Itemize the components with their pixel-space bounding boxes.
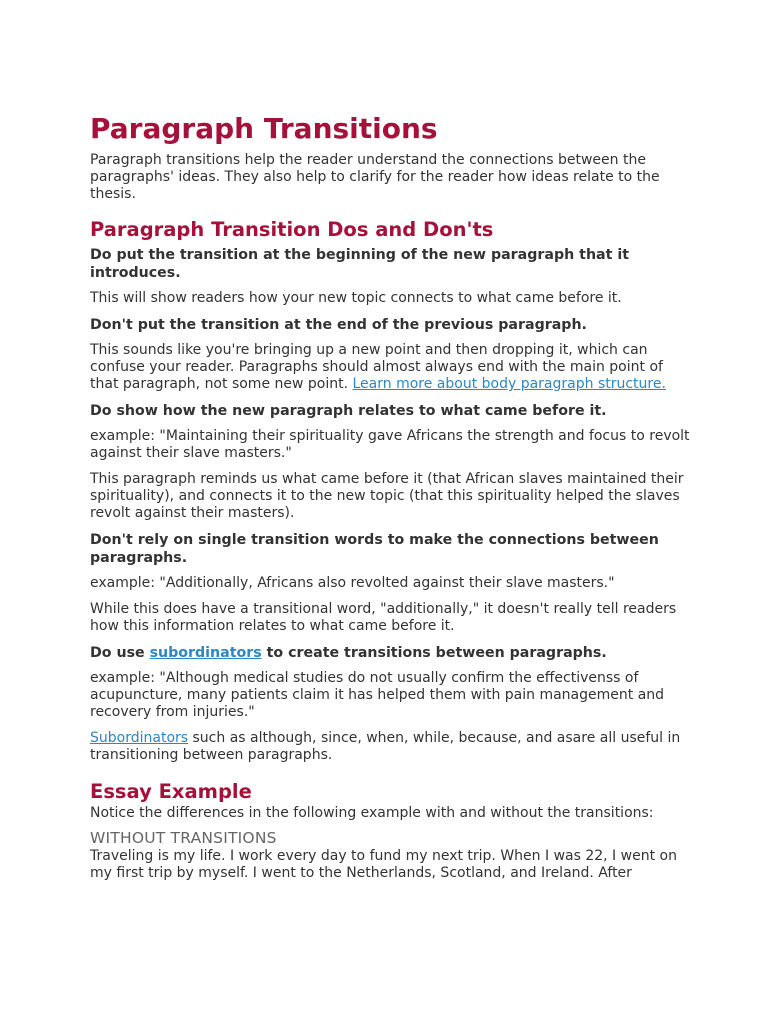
rule-5: [90, 644, 690, 662]
rule-2-text-body: This sounds like you're bringing up a new point and then dropping it, which can confuse your reader. Paragraphs should almost always end with the main point of that paragraph, not some new point.: [90, 342, 663, 392]
rule-3-text: This paragraph reminds us what came before it (that African slaves maintained their spirituality), and connects it to the new topic (that this spirituality helped the slaves revolt against their masters).: [90, 471, 684, 521]
rule-3: Do show how the new paragraph relates to what came before it.: [90, 403, 607, 419]
page-title: Paragraph Transitions: [90, 112, 438, 145]
rule-2: Don't put the transition at the end of the previous paragraph.: [90, 317, 587, 333]
rule-4: Don't rely on single transition words to make the connections between paragraphs.: [90, 532, 659, 566]
subordinators-text-link[interactable]: Subordinators: [90, 730, 189, 746]
rule-5-prefix: Do use: [90, 645, 150, 661]
dos-donts-heading: Paragraph Transition Dos and Don'ts: [90, 218, 494, 241]
document-page: [90, 111, 690, 882]
without-transitions-subheading: WITHOUT TRANSITIONS: [90, 829, 277, 847]
rule-5-text: [90, 730, 690, 764]
rule-4-text: While this does have a transitional word, "additionally," it doesn't really tell readers how this information relates to what came before it.: [90, 601, 677, 634]
rule-5-example: example: "Although medical studies do not usually confirm the effectivenss of acupuncture, many patients claim it has helped them with pain management and recovery from injuries.": [90, 670, 665, 720]
essay-example-heading: Essay Example: [90, 780, 252, 803]
rule-1: Do put the transition at the beginning of the new paragraph that it introduces.: [90, 247, 629, 281]
rule-1-text: This will show readers how your new topic connects to what came before it.: [90, 290, 622, 306]
subordinators-link[interactable]: subordinators: [149, 645, 262, 661]
rule-4-example: example: "Additionally, Africans also revolted against their slave masters.": [90, 575, 615, 591]
rule-2-text: [90, 342, 690, 393]
rule-5-suffix: to create transitions between paragraphs.: [261, 645, 607, 661]
rule-5-text-body: such as although, since, when, while, because, and asare all useful in transitioning between paragraphs.: [90, 730, 681, 763]
essay-intro: Notice the differences in the following example with and without the transitions:: [90, 805, 654, 821]
essay-text: Traveling is my life. I work every day to fund my next trip. When I was 22, I went on my first trip by myself. I went to the Netherlands, Scotland, and Ireland. After: [90, 848, 677, 881]
intro-paragraph: Paragraph transitions help the reader understand the connections between the paragraphs' ideas. They also help to clarify for the reader how ideas relate to the thesis.: [90, 152, 660, 202]
body-paragraph-structure-link[interactable]: Learn more about body paragraph structure.: [352, 376, 666, 392]
rule-3-example: example: "Maintaining their spirituality gave Africans the strength and focus to revolt against their slave masters.": [90, 428, 690, 461]
